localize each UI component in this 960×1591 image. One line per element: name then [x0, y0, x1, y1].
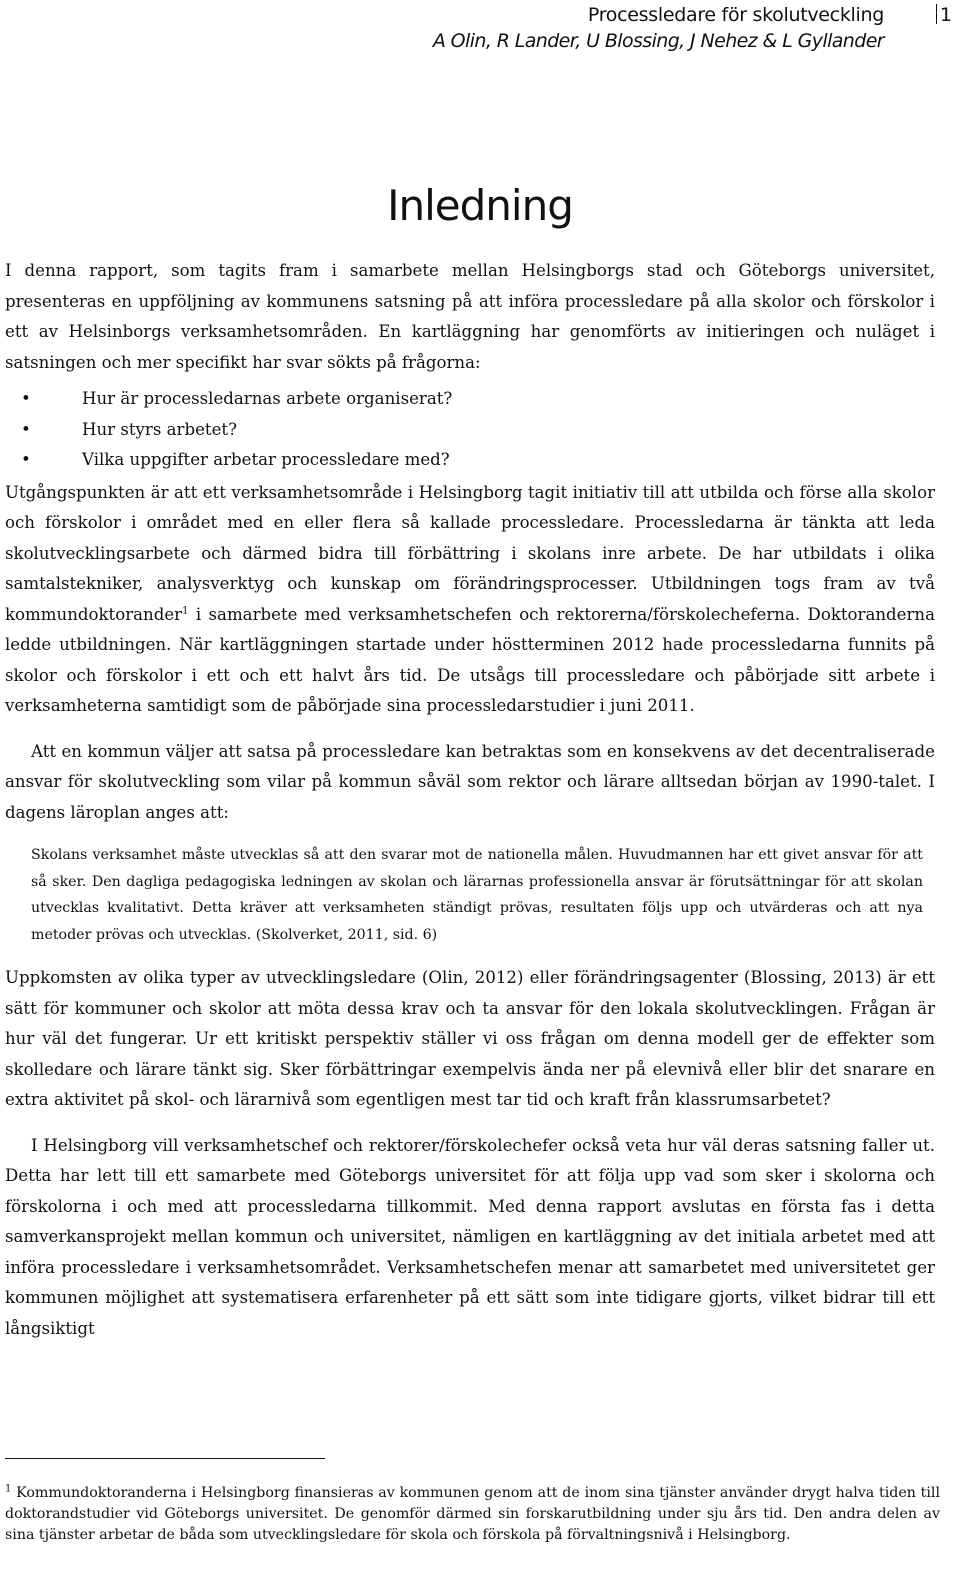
footnote-text: Kommundoktoranderna i Helsingborg finansieras av kommunen genom att de inom sina tjänster använder drygt halva tiden till doktorandstudier vid Göteborgs universitet. De genomför därmed sin forskarutbildning under sju års tid. Den andra delen av sina tjänster arbetar de båda som utvecklingsledare för skola och förskola på förvaltningsnivå i Helsingborg. [5, 1485, 940, 1543]
question-list [5, 384, 935, 476]
body-text [5, 256, 935, 1344]
block-quote: Skolans verksamhet måste utvecklas så att den svarar mot de nationella målen. Huvudmannen har ett givet ansvar för att så sker. Den dagliga pedagogiska ledningen av skolan och lärarnas professionella ansvar är förutsättningar för att skolan utvecklas kvalitativt. Detta kräver att verksamheten ständigt prövas, resultaten följs upp och utvärderas och att nya metoder prövas och utvecklas. (Skolverket, 2011, sid. 6) [31, 847, 923, 943]
bullet-icon: • [21, 450, 31, 469]
question-text: Hur är processledarnas arbete organiserat? [82, 389, 453, 408]
paragraph-2 [5, 478, 935, 722]
question-item [5, 384, 935, 415]
intro-paragraph: I denna rapport, som tagits fram i samarbete mellan Helsingborgs stad och Göteborgs universitet, presenteras en uppföljning av kommunens satsning på att införa processledare på alla skolor och förskolor i ett av Helsinborgs verksamhetsområden. En kartläggning har genomförts av initieringen och nuläget i satsningen och mer specifikt har svar sökts på frågorna: [5, 261, 935, 372]
header-title: Processledare för skolutveckling [587, 4, 884, 26]
footnote-divider [5, 1458, 325, 1459]
page-number-value: 1 [939, 4, 952, 26]
paragraph-5: I Helsingborg vill verksamhetschef och rektorer/förskolechefer också veta hur väl deras satsning faller ut. Detta har lett till ett samarbete med Göteborgs universitet för att följa upp vad som sker i skolorna och förskolorna i och med att processledarna tillkommit. Med denna rapport avslutas en första fas i detta samverkansprojekt mellan kommun och universitet, nämligen en kartläggning av det initiala arbetet med att införa processledare i verksamhetsområdet. Verksamhetschefen menar att samarbetet med universitetet ger kommunen möjlighet att systematisera erfarenheter på ett sätt som inte tidigare gjorts, vilket bidrar till ett långsiktigt [5, 1135, 935, 1338]
question-text: Hur styrs arbetet? [82, 419, 237, 439]
question-item [5, 415, 935, 446]
bullet-icon: • [21, 419, 31, 439]
running-header [0, 2, 960, 58]
footnote-marker: 1 [5, 1483, 12, 1495]
section-title: Inledning [387, 181, 573, 230]
bullet-icon: • [21, 389, 31, 408]
header-authors: A Olin, R Lander, U Blossing, J Nehez & L Gyllander [432, 30, 884, 52]
question-text: Vilka uppgifter arbetar processledare med? [82, 450, 450, 469]
paragraph-4: Uppkomsten av olika typer av utvecklingsledare (Olin, 2012) eller förändringsagenter (Blossing, 2013) är ett sätt för kommuner och skolor att möta dessa krav och ta ansvar för den lokala skolutvecklingen. Frågan är hur väl det fungerar. Ur ett kritiskt perspektiv ställer vi oss frågan om denna modell ger de effekter som skolledare och lärare tänkt sig. Sker förbättringar exempelvis ända ner på elevnivå eller blir det snarare en extra aktivitet på skol- och lärarnivå som egentligen mest tar tid och kraft från klassrumsarbetet? [5, 968, 935, 1109]
paragraph-2-text-b: i samarbete med verksamhetschefen och rektorerna/förskolecheferna. Doktoranderna ledde utbildningen. När kartläggningen startade under höstterminen 2012 hade processledarna funnits på skolor och förskolor i ett och ett halvt års tid. De utsågs till processledare och påbörjade sitt arbete i verksamheterna samtidigt som de påbörjade sina processledarstudier i juni 2011. [5, 604, 935, 715]
footnote [5, 1483, 940, 1546]
question-item [5, 445, 935, 476]
paragraph-2-text-a: Utgångspunkten är att ett verksamhetsområde i Helsingborg tagit initiativ till att utbilda och förse alla skolor och förskolor i området med en eller flera så kallade processledare. Processledarna är tänkta att leda skolutvecklingsarbete och därmed bidra till förbättring i skolans inre arbete. De har utbildats i olika samtalstekniker, analysverktyg och kunskap om förändringsprocesser. Utbildningen togs fram av två kommundoktorander [5, 482, 935, 624]
page-number [936, 2, 952, 28]
footnote-reference[interactable]: 1 [182, 604, 189, 616]
paragraph-3: Att en kommun väljer att satsa på processledare kan betraktas som en konsekvens av det decentraliserade ansvar för skolutveckling som vilar på kommun såväl som rektor och lärare alltsedan början av 1990-talet. I dagens läroplan anges att: [5, 741, 935, 822]
